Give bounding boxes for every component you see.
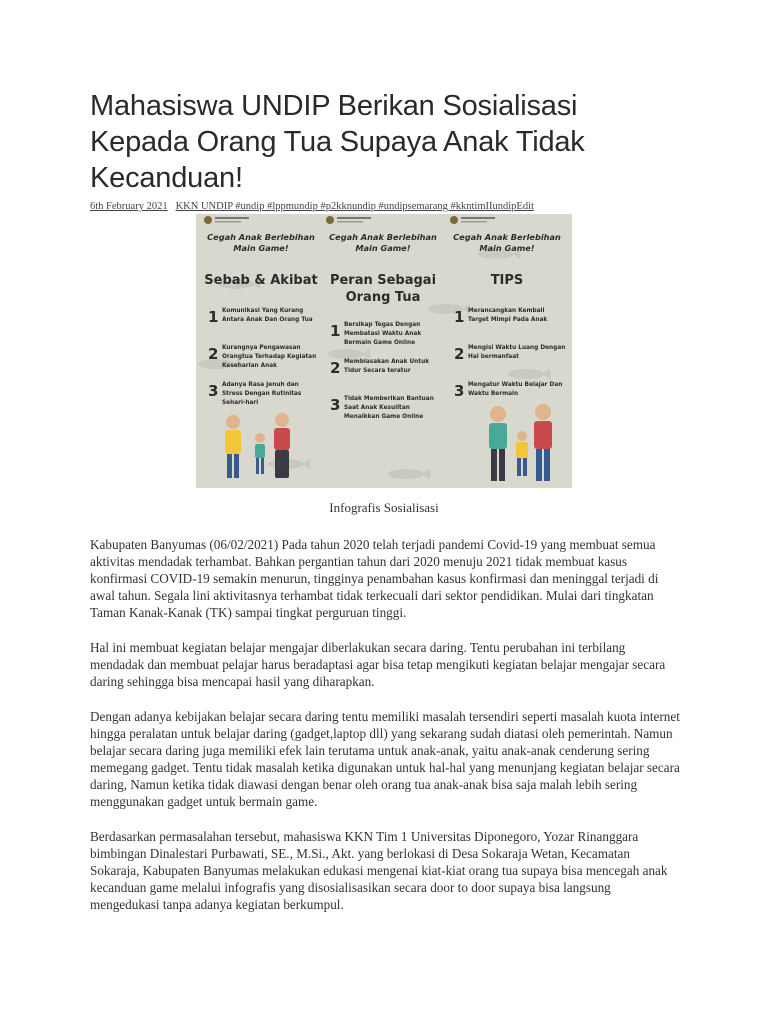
- article-title: Mahasiswa UNDIP Berikan Sosialisasi Kepada Orang Tua Supaya Anak Tidak Kecanduan!: [90, 90, 585, 194]
- item-text: Tidak Memberikan Bantuan: [344, 396, 434, 402]
- column-header-text: Cegah Anak Berlebihan: [453, 232, 561, 242]
- item-text: Kurangnya Pengawasan: [222, 345, 301, 351]
- post-date-link[interactable]: 6th February 2021: [90, 201, 168, 212]
- article-body: [90, 536, 680, 913]
- article: [90, 88, 680, 931]
- infographic-caption: Infografis Sosialisasi: [329, 500, 439, 515]
- item-text: Membatasi Waktu Anak: [344, 331, 422, 337]
- item-text: Bermain Game Online: [344, 340, 416, 346]
- column-header-text: Main Game!: [355, 243, 411, 253]
- item-number: 2: [208, 345, 219, 363]
- item-text: Komunikasi Yang Kurang: [222, 308, 304, 314]
- item-text: Sehari-hari: [222, 400, 259, 406]
- column-header-text: Cegah Anak Berlebihan: [329, 232, 437, 242]
- item-text: Keseharian Anak: [222, 363, 278, 369]
- post-tags-links[interactable]: KKN UNDIP #undip #lppmundip #p2kknundip #undipsemarang #kkntimIIundipEdit: [175, 201, 534, 212]
- column-header-text: Main Game!: [479, 243, 535, 253]
- item-number: 3: [208, 382, 219, 400]
- item-text: Stress Dengan Rutinitas: [222, 391, 302, 397]
- paragraph-2: Hal ini membuat kegiatan belajar mengajar diberlakukan secara daring. Tentu perubahan ini terbilang mendadak dan membuat pelajar harus beradaptasi agar bisa tetap mengikuti kegiatan belajar mengajar secara daring sehingga bisa mencapai hasil yang diharapkan.: [90, 640, 666, 689]
- item-text: Hal bermanfaat: [468, 354, 519, 360]
- item-text: Membiasakan Anak Untuk: [344, 359, 430, 365]
- column-heading-text: Orang Tua: [345, 290, 421, 305]
- item-number: 2: [330, 359, 341, 377]
- paragraph-4: Berdasarkan permasalahan tersebut, mahasiswa KKN Tim 1 Universitas Diponegoro, Yozar Rinanggara bimbingan Dinalestari Purbawati, SE., M.Si., Akt. yang berlokasi di Desa Sokaraja Wetan, Kecamatan Sokaraja, Kabupaten Banyumas melakukan edukasi mengenai kiat-kiat orang tua supaya bisa mencegah anak kecanduan game melalui infografis yang disosialisasikan secara door to door supaya bisa langsung mengedukasi tanpa adanya kegiatan berkumpul.: [90, 829, 668, 912]
- item-number: 1: [208, 308, 219, 326]
- item-text: Saat Anak Kesulitan: [344, 405, 410, 411]
- article-meta: [90, 201, 680, 212]
- item-text: Merancangkan Kembali: [468, 308, 545, 314]
- item-text: Tidur Secara teratur: [344, 368, 411, 374]
- item-number: 1: [454, 308, 465, 326]
- column-heading-text: TIPS: [490, 273, 524, 288]
- paragraph-3: Dengan adanya kebijakan belajar secara daring tentu memiliki masalah tersendiri seperti masalah kuota internet hingga peralatan untuk belajar daring (gadget,laptop dll) yang sekarang sudah diatasi oleh pemerintah. Namun belajar secara daring juga memiliki efek lain terutama untuk anak-anak, yaitu anak-anak cenderung sering memegang gadget. Tentu tidak masalah ketika digunakan untuk hal-hal yang menunjang kegiatan belajar secara daring, Namun ketika tidak diawasi dengan benar oleh orang tua anak-anak bisa saja malah lebih sering menggunakan gadget untuk bermain game.: [90, 709, 680, 809]
- column-heading-text: Peran Sebagai: [329, 273, 437, 288]
- item-number: 3: [330, 396, 341, 414]
- paragraph-1: Kabupaten Banyumas (06/02/2021) Pada tahun 2020 telah terjadi pandemi Covid-19 yang membuat semua aktivitas mendadak terhambat. Bahkan pergantian tahun dari 2020 menuju 2021 tidak membuat kasus konfirmasi COVID-19 semakin menurun, tingginya penambahan kasus konfirmasi dan meninggal terjadi di awal tahun. Segala lini aktivitasnya terhambat tidak terkecuali dari sektor pendidikan. Mulai dari tingkatan Taman Kanak-Kanak (TK) sampai tingkat perguruan tinggi.: [90, 537, 659, 620]
- item-text: Bersikap Tegas Dengan: [344, 322, 421, 328]
- item-text: Orangtua Terhadap Kegiatan: [222, 354, 317, 360]
- item-text: Mengatur Waktu Belajar Dan: [468, 382, 563, 388]
- column-header-text: Cegah Anak Berlebihan: [207, 232, 315, 242]
- column-header-text: Main Game!: [233, 243, 289, 253]
- infographic-figure: [196, 214, 572, 516]
- item-text: Mengisi Waktu Luang Dengan: [468, 345, 566, 351]
- item-text: Target Mimpi Pada Anak: [468, 317, 548, 323]
- infographic-image: [196, 214, 572, 488]
- item-text: Antara Anak Dan Orang Tua: [222, 317, 313, 323]
- item-number: 3: [454, 382, 465, 400]
- item-text: Adanya Rasa Jenuh dan: [222, 382, 299, 388]
- item-text: Menaikkan Game Online: [344, 414, 424, 420]
- column-heading-text: Sebab & Akibat: [204, 273, 318, 288]
- item-number: 1: [330, 322, 341, 340]
- item-number: 2: [454, 345, 465, 363]
- item-text: Waktu Bermain: [468, 391, 519, 397]
